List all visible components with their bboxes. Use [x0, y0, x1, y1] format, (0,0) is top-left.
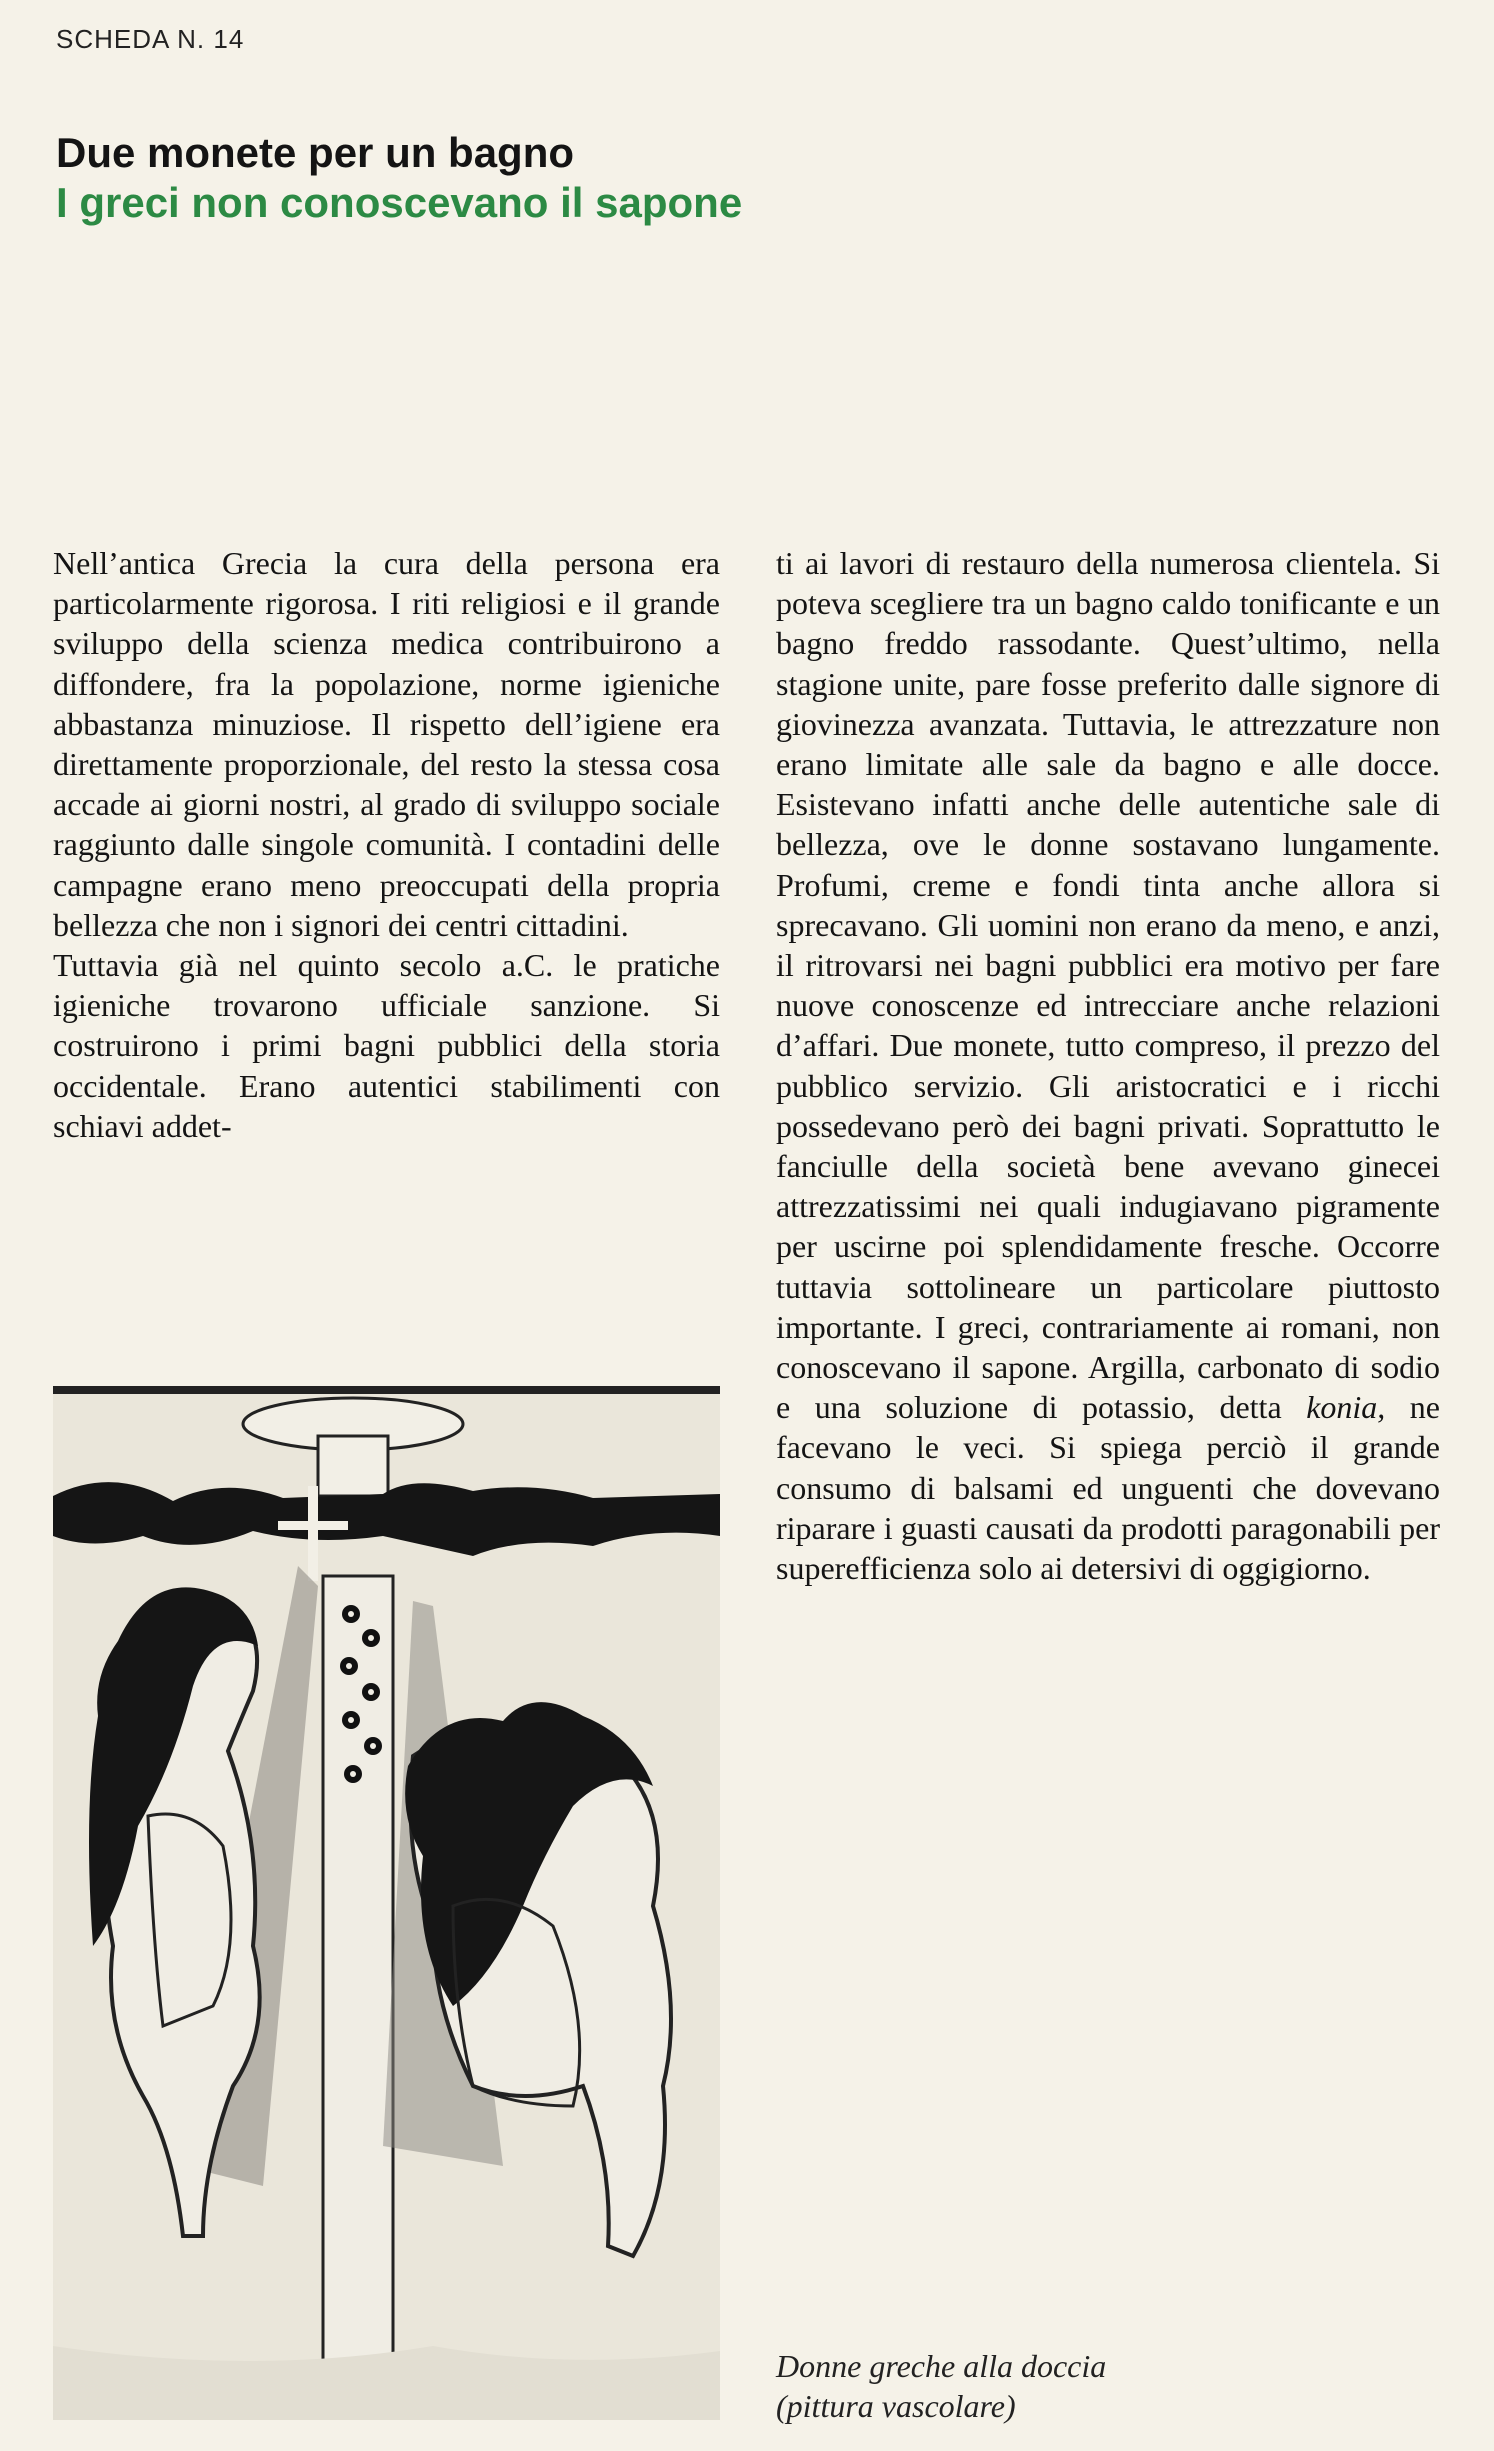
vase-painting-illustration [53, 1386, 720, 2420]
figure-caption [776, 2346, 1276, 2426]
scheda-label: SCHEDA N. 14 [56, 24, 245, 54]
caption-line-1: Donne greche alla doccia [776, 2348, 1107, 2384]
paragraph: Nell’antica Grecia la cura della persona era particolarmente rigorosa. I riti religiosi e il grande sviluppo della scienza medica contribuirono a diffondere, fra la popolazione, norme igieniche abbastanza minuziose. Il rispetto dell’igiene era direttamente proporzionale, del resto la stessa cosa accade ai giorni nostri, al grado di sviluppo sociale raggiunto dalle singole comunità. I contadini delle campagne erano meno preoccupati della propria bellezza che non i signori dei centri cittadini. [53, 545, 720, 943]
right-column [776, 543, 1440, 1588]
left-column [53, 543, 720, 1146]
paragraph: Tuttavia già nel quinto secolo a.C. le pratiche igieniche trovarono ufficiale sanzione. Si costruirono i primi bagni pubblici della storia occidentale. Erano autentici stabilimenti con schiavi addet- [53, 947, 720, 1144]
article-subtitle: I greci non conoscevano il sapone [56, 179, 743, 226]
konia-term: konia, [1306, 1389, 1386, 1426]
paragraph [776, 543, 1440, 1588]
article-title: Due monete per un bagno [56, 129, 575, 176]
paragraph-text-end: ne facevano le veci. Si spiega perciò il grande consumo di balsami ed unguenti che dovevano riparare i guasti causati da prodotti paragonabili per superefficienza solo ai detersivi di oggigiorno. [776, 1389, 1441, 1587]
paragraph-text: ti ai lavori di restauro della numerosa clientela. Si poteva scegliere tra un bagno caldo tonificante e un bagno freddo rassodante. Quest’ultimo, nella stagione unite, pare fosse preferito dalle signore di giovinezza avanzata. Tuttavia, le attrezzature non erano limitate alle sale da bagno e alle docce. Esistevano infatti anche delle autentiche sale di bellezza, ove le donne sostavano lungamente. Profumi, creme e fondi tinta anche allora si sprecavano. Gli uomini non erano da meno, e anzi, il ritrovarsi nei bagni pubblici era motivo per fare nuove conoscenze ed intrecciare anche relazioni d’affari. Due monete, tutto compreso, il prezzo del pubblico servizio. Gli aristocratici e i ricchi possedevano però dei bagni privati. Soprattutto le fanciulle della società bene avevano gineceі attrezzatissimi nei quali indugiavano pigramente per uscirne poi splendidamente fresche. Occorre tuttavia sottolineare un particolare piuttosto importante. I greci, contrariamente ai romani, non conoscevano il sapone. Argilla, carbonato di sodio e una soluzione di potassio, detta [776, 545, 1440, 1426]
caption-line-2: (pittura vascolare) [776, 2388, 1016, 2424]
